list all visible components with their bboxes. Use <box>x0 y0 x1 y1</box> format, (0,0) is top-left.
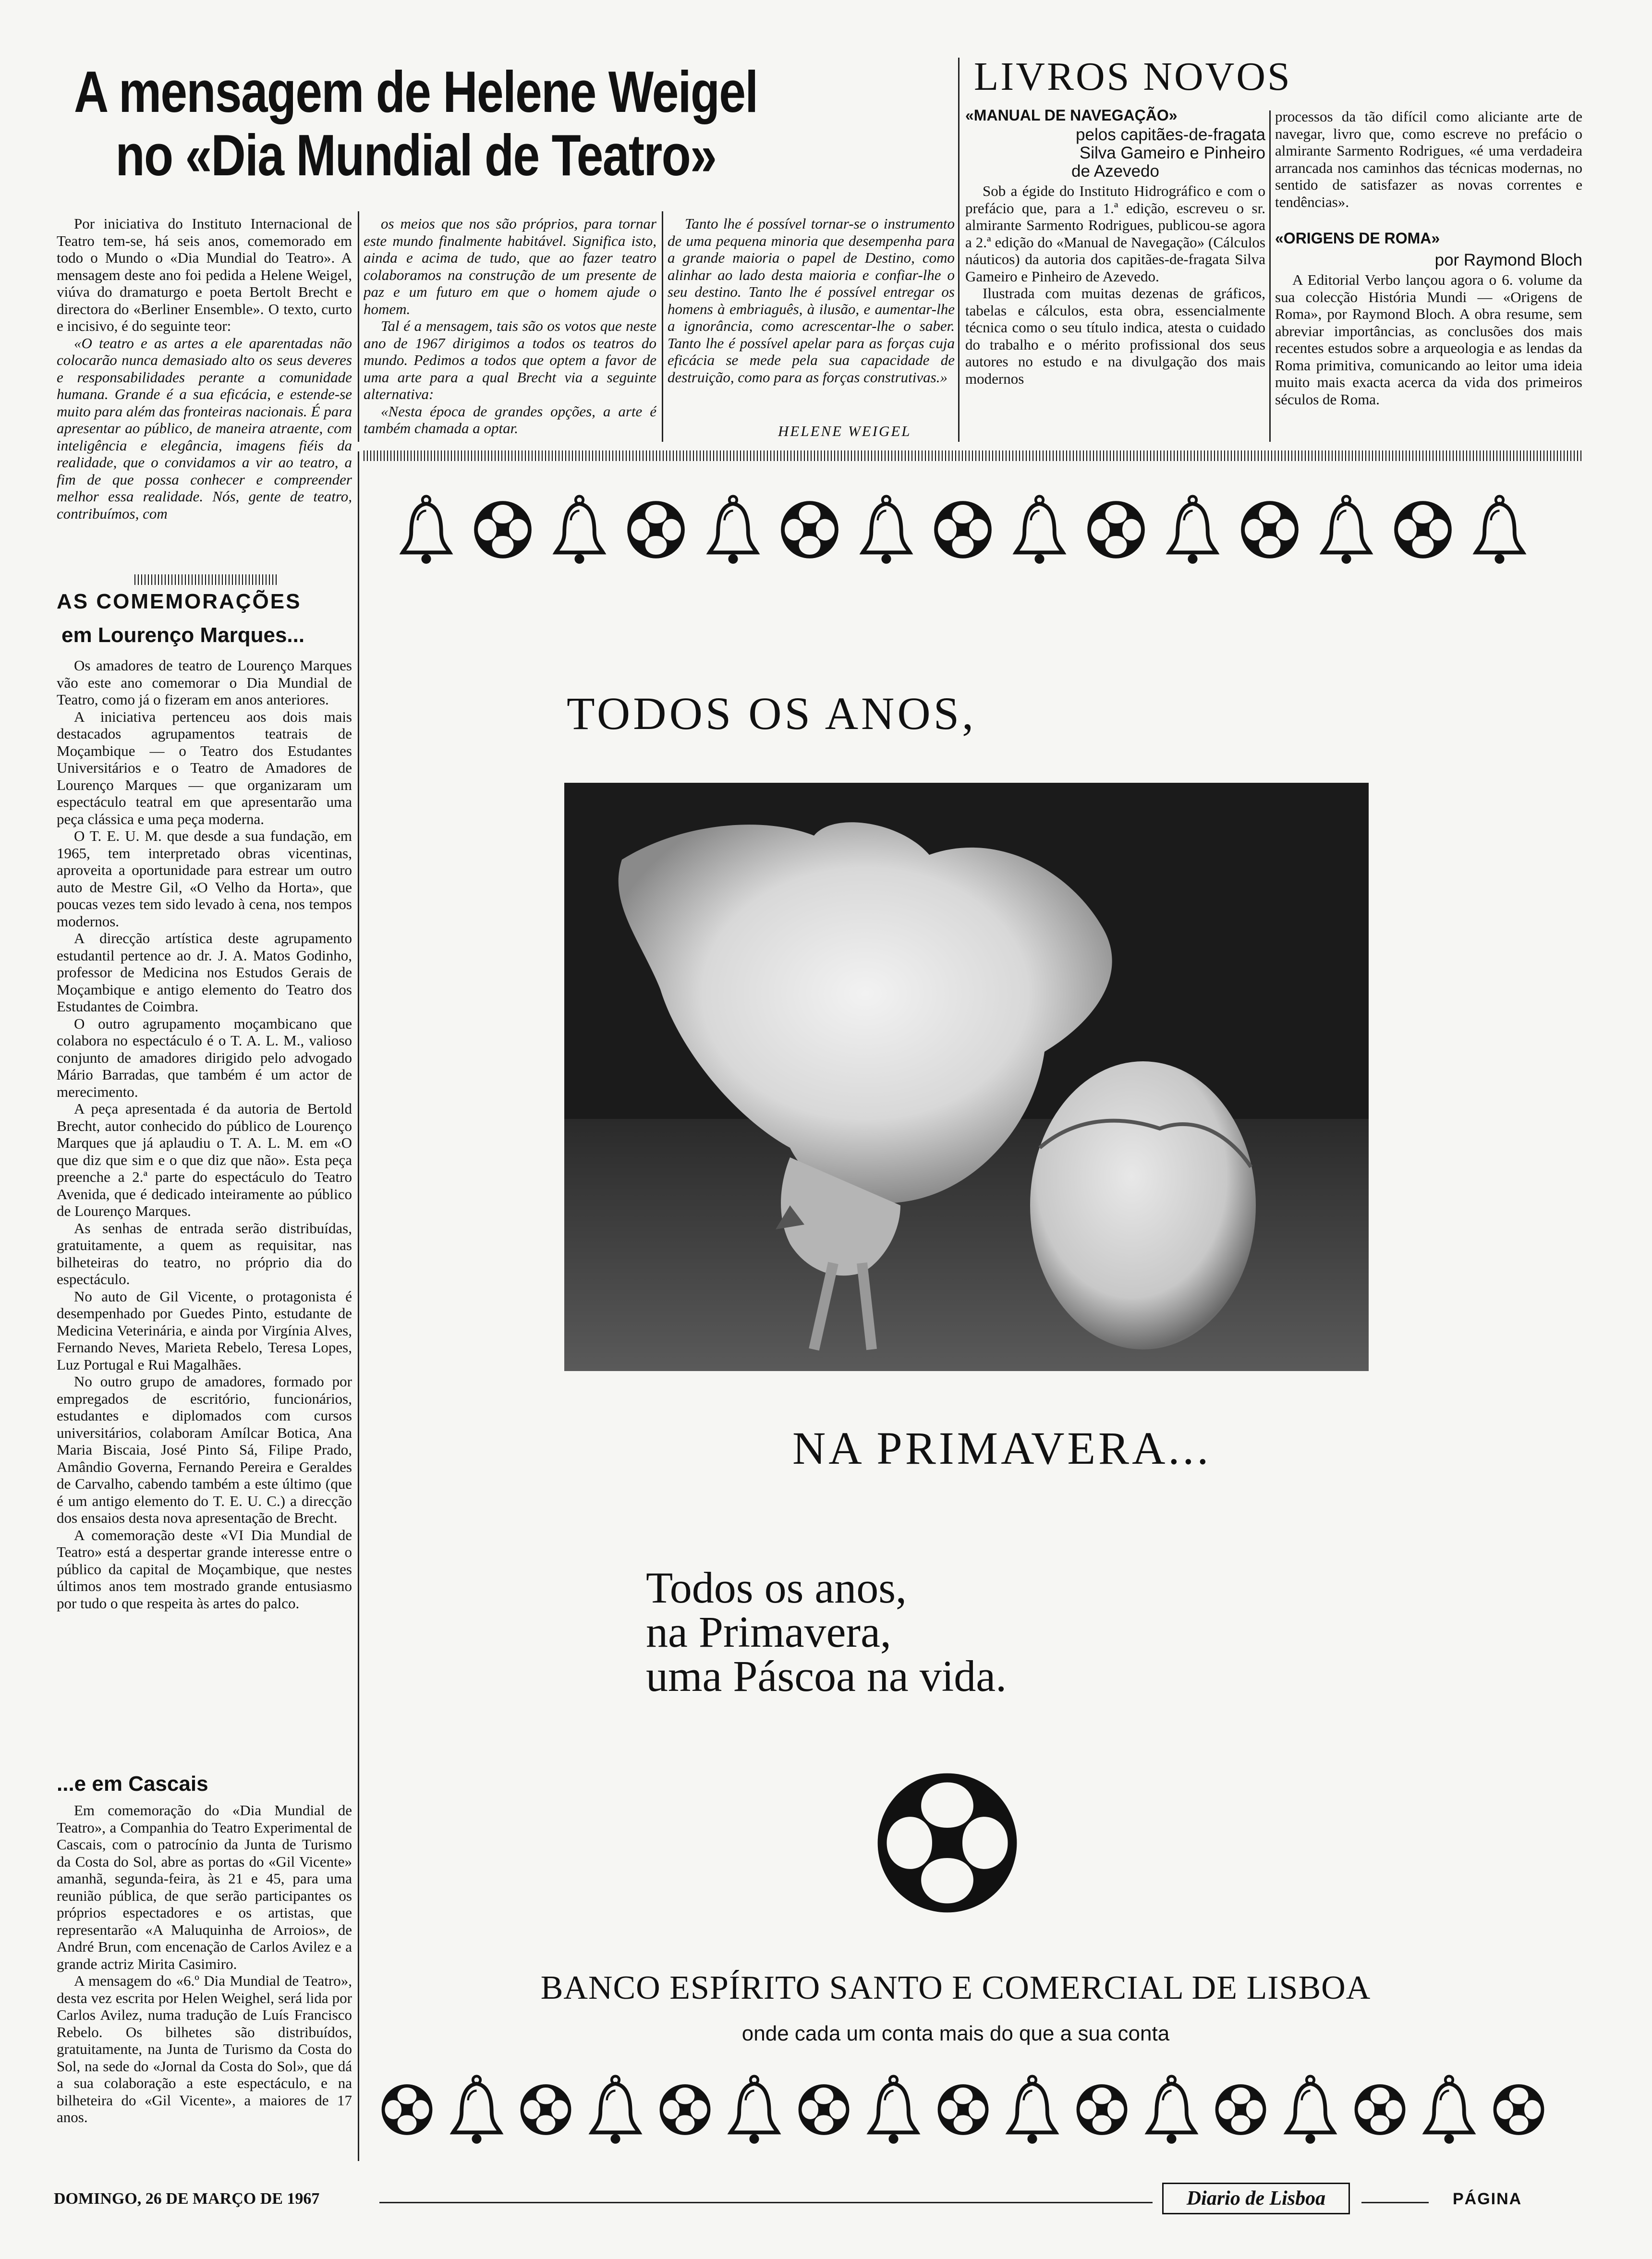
lourenco-paragraph: A iniciativa pertenceu aos dois mais destacados agrupamentos teatrais de Moçambique — o Teatro dos Estudantes Universitários e o Teatro de Amadores de Lourenço Marques — que organizaram um espectáculo teatral em que apresentarão uma peça clássica e uma peça moderna. <box>57 708 352 827</box>
clover-icon <box>1213 2078 1268 2141</box>
lourenco-heading: em Lourenço Marques... <box>61 623 305 647</box>
manual-continuation <box>1275 108 1582 223</box>
lourenco-paragraph: O T. E. U. M. que desde a sua fundação, em 1965, tem interpretado obras vicentinas, aproveita a oportunidade para estrear um outro auto de Mestre Gil, «O Velho da Horta», que poucas vezes tem sido levado à cena, nos tempos modernos. <box>57 827 352 930</box>
separator-rule <box>134 574 279 585</box>
manual-byline <box>965 126 1265 181</box>
footer-masthead: Diario de Lisboa <box>1162 2183 1350 2214</box>
bank-name: BANCO ESPÍRITO SANTO E COMERCIAL DE LISBOA <box>540 1969 1371 2006</box>
column-rule <box>1269 110 1271 442</box>
ad-headline-1: TODOS OS ANOS, <box>567 688 977 739</box>
clover-icon <box>935 2078 991 2141</box>
lourenco-body <box>57 657 352 1757</box>
comemoracoes-heading: AS COMEMORAÇÕES <box>57 590 302 613</box>
bell-icon <box>866 2075 921 2144</box>
bell-icon <box>552 495 607 564</box>
bell-icon <box>1472 495 1527 564</box>
cascais-paragraph: A mensagem do «6.º Dia Mundial de Teatro», desta vez escrita por Helen Weighel, será lida por Carlos Avilez, numa tradução de Luís Francisco Rebelo. Os bilhetes são distribuídos, gratuitamente, na Junta de Turismo da Costa do Sol, na sede do «Jornal da Costa do Sol», que dá a sua colaboração a este espectáculo, e na bilheteira do «Gil Vicente», a maiores de 17 anos. <box>57 1972 352 2125</box>
manual-cont-paragraph: processos da tão difícil como aliciante arte de navegar, livro que, como escreve no prefácio o almirante Sarmento Rodrigues, «é uma verdadeira arrancada nos caminhos das técnicas modernas, no sentido de satisfazer as novas correntes e tendências». <box>1275 108 1582 210</box>
bell-icon <box>1144 2075 1199 2144</box>
manual-paragraph: Ilustrada com muitas dezenas de gráficos, tabelas e cálculos, esta obra, essencialmente técnica como o seu título indica, atesta o cuidado do trabalho e o mérito profissional dos seus autores no estudo e na divulgação dos mais modernos <box>965 285 1265 387</box>
bank-tagline: onde cada um conta mais do que a sua conta <box>741 2022 1170 2045</box>
lourenco-paragraph: No auto de Gil Vicente, o protagonista é desempenhado por Guedes Pinto, estudante de Medicina Veterinária, e ainda por Virgínia Alves, Fernando Neves, Marieta Rebelo, Teresa Lopes, Luz Portugal e Rui Magalhães. <box>57 1287 352 1373</box>
article-signature: HELENE WEIGEL <box>778 423 911 439</box>
clover-icon <box>1352 2078 1408 2141</box>
manual-heading: «MANUAL DE NAVEGAÇÃO» <box>965 107 1178 124</box>
headline-line-1: A mensagem de Helene Weigel <box>74 59 758 124</box>
lourenco-paragraph: No outro grupo de amadores, formado por empregados de escritório, funcionários, estudantes e diplomados com cursos universitários, colaboram Amílcar Botica, Ana Maria Biscaia, José Pinto Sá, Filipe Prado, Amândio Governa, Fernando Pereira e Geraldes de Carvalho, cabendo também a este último (que é um antigo elemento do T. E. U. C.) a direcção dos ensaios desta nova apresentação de Brecht. <box>57 1373 352 1526</box>
article-paragraph: Tanto lhe é possível tornar-se o instrumento de uma pequena minoria que desempenha para a grande maioria o papel de Destino, como alinhar ao lado desta maioria e confiar-lhe o seu destino. Tanto lhe é possível entregar os homens à embriaguês, à ilusão, e aumentar-lhe a ignorância, como acrescentar-lhe o saber. Tanto lhe é possível apelar para as forças cuja eficácia se mede pela sua capacidade de destruição, como para as forças construtivas.» <box>668 215 955 386</box>
clover-icon <box>796 2078 851 2141</box>
lourenco-paragraph: A peça apresentada é da autoria de Bertold Brecht, autor conhecido do público de Lourenço Marques que já aplaudiu o T. A. L. M. em «O que diz que sim e o que diz que não». Esta peça preenche a 2.ª parte do espectáculo do Teatro Avenida, que é dedicado inteiramente ao público de Lourenço Marques. <box>57 1100 352 1219</box>
bell-icon <box>399 495 454 564</box>
manual-byline-line: Silva Gameiro e Pinheiro <box>1079 144 1265 162</box>
bell-icon <box>588 2075 643 2144</box>
article-column-3 <box>668 215 955 417</box>
bell-icon <box>1421 2075 1477 2144</box>
bell-icon <box>727 2075 782 2144</box>
article-paragraph: Tal é a mensagem, tais são os votos que neste ano de 1967 dirigimos a todos os teatros do mundo. Pedimos a todos que optem a favor de uma arte para a qual Brecht via a seguinte alternativa: <box>364 317 656 402</box>
origens-byline: por Raymond Bloch <box>1434 251 1582 269</box>
bell-icon <box>1283 2075 1338 2144</box>
article-column-2 <box>364 215 656 441</box>
origens-heading: «ORIGENS DE ROMA» <box>1275 230 1440 247</box>
cascais-heading: ...e em Cascais <box>57 1772 208 1796</box>
bell-icon <box>1319 495 1374 564</box>
lourenco-paragraph: A direcção artística deste agrupamento estudantil pertence ao dr. J. A. Matos Godinho, professor de Medicina nos Estudos Gerais de Moçambique e antigo elemento do Teatro dos Estudantes de Coimbra. <box>57 930 352 1015</box>
section-hatch-rule <box>364 450 1583 461</box>
origens-paragraph: A Editorial Verbo lançou agora o 6. volume da sua colecção História Mundi — «Origens de Roma», por Raymond Bloch. A obra resume, sem abreviar importâncias, as conclusões dos mais recentes estudos sobre a arqueologia e as lendas da Roma primitiva, comunicando ao leitor uma ideia muito mais exacta acerca da vida dos primeiros séculos de Roma. <box>1275 271 1582 408</box>
bell-icon <box>1005 2075 1060 2144</box>
clover-icon <box>778 498 841 561</box>
headline-line-2: no «Dia Mundial de Teatro» <box>115 122 717 188</box>
clover-icon <box>1239 498 1301 561</box>
column-rule <box>958 58 960 442</box>
article-quote-paragraph: «O teatro e as artes a ele aparentadas não colocarão nunca demasiado alto os seus deveres e responsabilidades perante a comunidade humana. Grande é a sua eficácia, e estende-se muito para além das fronteiras nacionais. É para apresentar ao público, de maneira atraente, com inteligência e elegância, imagens fiéis da realidade, que o convidamos a vir ao teatro, a fim de que possa conhecer e compreender melhor essa realidade. Nós, gente de teatro, contribuímos, com <box>57 334 352 522</box>
ad-slogan-line: Todos os anos, <box>646 1563 907 1612</box>
top-ornament-border <box>399 495 1527 564</box>
livros-section-title: LIVROS NOVOS <box>974 54 1292 99</box>
ad-slogan-line: na Primavera, <box>646 1607 891 1656</box>
ad-slogan-line: uma Páscoa na vida. <box>646 1652 1007 1700</box>
clover-icon <box>657 2078 713 2141</box>
manual-body <box>965 182 1265 442</box>
origens-body <box>1275 271 1582 442</box>
lourenco-paragraph: O outro agrupamento moçambicano que colabora no espectáculo é o T. A. L. M., valioso conjunto de amadores dirigido pelo advogado Mário Barradas, que também é um actor de merecimento. <box>57 1015 352 1100</box>
bottom-ornament-border <box>379 2075 1546 2144</box>
footer-rule <box>1361 2202 1429 2203</box>
bell-icon <box>1012 495 1067 564</box>
clover-icon <box>1085 498 1147 561</box>
article-paragraph: «Nesta época de grandes opções, a arte é também chamada a optar. <box>364 402 656 437</box>
clover-icon <box>1392 498 1454 561</box>
article-paragraph: os meios que nos são próprios, para tornar este mundo finalmente habitável. Significa isto, ainda e acima de tudo, que ao fazer teatro colaboramos na construção de um presente de paz e um futuro em que o homem ajude o homem. <box>364 215 656 317</box>
clover-icon <box>1491 2078 1546 2141</box>
ad-slogan <box>646 1563 1007 1700</box>
manual-byline-line: pelos capitães-de-fragata <box>1076 125 1265 144</box>
clover-icon <box>932 498 994 561</box>
lourenco-paragraph: As senhas de entrada serão distribuídas, gratuitamente, a quem as requisitar, nas bilheteiras do teatro, no próprio dia do espectáculo. <box>57 1219 352 1287</box>
bank-logo-icon <box>872 1767 1023 1919</box>
bell-icon <box>1165 495 1220 564</box>
footer-date: DOMINGO, 26 DE MARÇO DE 1967 <box>54 2190 320 2208</box>
chick-photo <box>564 783 1369 1371</box>
clover-icon <box>472 498 534 561</box>
column-rule <box>358 451 359 2161</box>
ad-headline-2: NA PRIMAVERA... <box>792 1422 1212 1474</box>
lourenco-paragraph: Os amadores de teatro de Lourenço Marques vão este ano comemorar o Dia Mundial de Teatro, como já o fizeram em anos anteriores. <box>57 657 352 708</box>
clover-icon <box>379 2078 435 2141</box>
bell-icon <box>449 2075 504 2144</box>
column-rule <box>662 211 663 442</box>
clover-icon <box>1074 2078 1130 2141</box>
manual-byline-line: de Azevedo <box>1071 162 1159 181</box>
footer-rule <box>379 2202 1153 2203</box>
manual-paragraph: Sob a égide do Instituto Hidrográfico e com o prefácio que, para a 1.ª edição, escreveu o sr. almirante Sarmento Rodrigues, publicou-se agora a 2.ª edição do «Manual de Navegação» (Cálculos náuticos) da autoria dos capitães-de-fragata Silva Gameiro e Pinheiro de Azevedo. <box>965 182 1265 285</box>
column-rule <box>358 211 359 442</box>
bell-icon <box>859 495 914 564</box>
article-headline <box>46 60 786 187</box>
clover-icon <box>518 2078 573 2141</box>
footer-page-label: PÁGINA <box>1453 2190 1522 2208</box>
cascais-body <box>57 1802 352 2172</box>
article-intro-paragraph: Por iniciativa do Instituto Internacional de Teatro tem-se, há seis anos, comemorado em todo o Mundo o «Dia Mundial do Teatro». A mensagem deste ano foi pedida a Helene Weigel, viúva do dramaturgo e poeta Bertolt Brecht e directora do «Berliner Ensemble». O texto, curto e incisivo, é do seguinte teor: <box>57 215 352 334</box>
cascais-paragraph: Em comemoração do «Dia Mundial de Teatro», a Companhia do Teatro Experimental de Cascais, com o patrocínio da Junta de Turismo da Costa do Sol, abre as portas do «Gil Vicente» amanhã, segunda-feira, às 21 e 45, para uma reunião pública, de que serão participantes os próprios espectadores e os artistas, que representarão «A Maluquinha de Arroios», de André Brun, com encenação de Carlos Avilez e a grande actriz Mirita Casimiro. <box>57 1802 352 1972</box>
article-column-1 <box>57 215 352 566</box>
chick-illustration <box>564 783 1369 1371</box>
bell-icon <box>705 495 761 564</box>
lourenco-paragraph: A comemoração deste «VI Dia Mundial de Teatro» está a despertar grande interesse entre o público da capital de Moçambique, que nestes últimos anos tem mostrado grande entusiasmo por tudo o que respeita às artes do palco. <box>57 1526 352 1612</box>
clover-icon <box>625 498 687 561</box>
